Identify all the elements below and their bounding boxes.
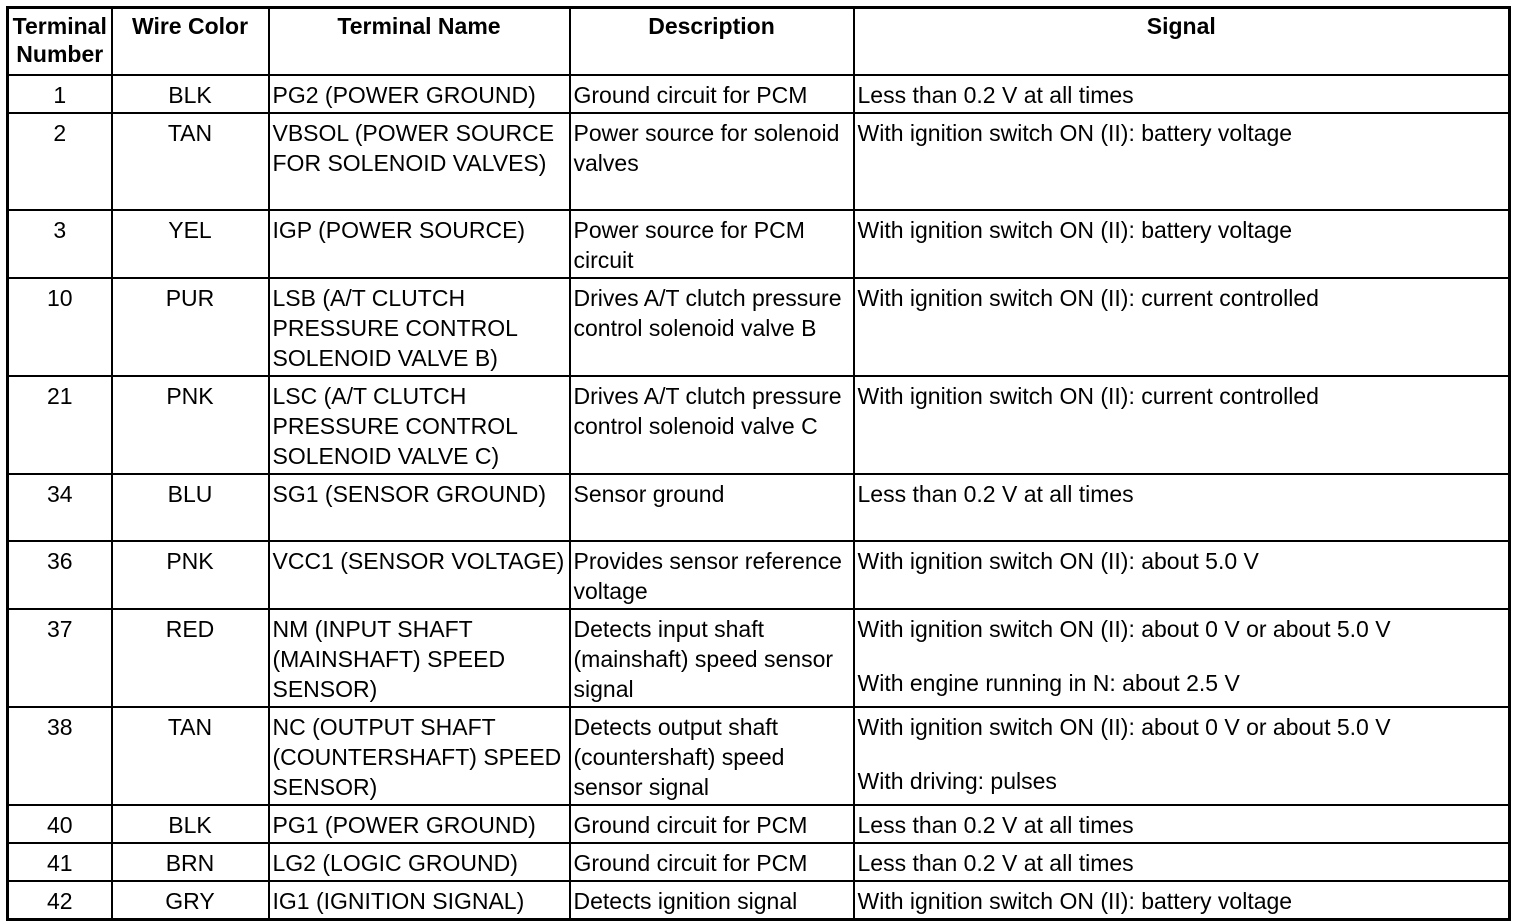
signal-line: With engine running in N: about 2.5 V	[857, 670, 1240, 696]
terminal-name-cell: VBSOL (POWER SOURCE FOR SOLENOID VALVES)	[269, 113, 570, 210]
description-cell: Power source for PCM circuit	[570, 210, 854, 278]
signal-line: With ignition switch ON (II): battery voltage	[857, 888, 1293, 914]
table-row	[8, 210, 1510, 278]
terminal-number-cell: 21	[8, 376, 112, 474]
terminal-name-cell: NM (INPUT SHAFT (MAINSHAFT) SPEED SENSOR)	[269, 609, 570, 707]
wire-color-cell: TAN	[112, 113, 269, 210]
terminal-name-cell: LSB (A/T CLUTCH PRESSURE CONTROL SOLENOID VALVE B)	[269, 278, 570, 376]
terminal-number-cell: 37	[8, 609, 112, 707]
description-cell: Detects output shaft (countershaft) speed sensor signal	[570, 707, 854, 805]
terminal-number-cell: 10	[8, 278, 112, 376]
signal-cell	[854, 843, 1510, 881]
description-cell: Drives A/T clutch pressure control solenoid valve B	[570, 278, 854, 376]
signal-line: With ignition switch ON (II): about 0 V or about 5.0 V	[857, 616, 1391, 642]
table-row	[8, 843, 1510, 881]
signal-cell	[854, 805, 1510, 843]
table-row	[8, 609, 1510, 707]
table-row	[8, 881, 1510, 920]
signal-cell	[854, 376, 1510, 474]
wire-color-cell: PUR	[112, 278, 269, 376]
signal-line: Less than 0.2 V at all times	[857, 812, 1134, 838]
terminal-name-cell: PG2 (POWER GROUND)	[269, 75, 570, 113]
description-cell: Power source for solenoid valves	[570, 113, 854, 210]
signal-line: Less than 0.2 V at all times	[857, 82, 1134, 108]
wire-color-cell: GRY	[112, 881, 269, 920]
description-cell: Detects input shaft (mainshaft) speed sensor signal	[570, 609, 854, 707]
header-wire-color: Wire Color	[112, 8, 269, 76]
signal-cell	[854, 210, 1510, 278]
terminal-name-cell: NC (OUTPUT SHAFT (COUNTERSHAFT) SPEED SENSOR)	[269, 707, 570, 805]
table-body	[8, 75, 1510, 920]
table-row	[8, 278, 1510, 376]
signal-line: With ignition switch ON (II): battery voltage	[857, 120, 1293, 146]
terminal-number-cell: 38	[8, 707, 112, 805]
table-row	[8, 113, 1510, 210]
signal-cell	[854, 474, 1510, 541]
signal-cell	[854, 707, 1510, 805]
signal-cell	[854, 541, 1510, 609]
wire-color-cell: BLK	[112, 75, 269, 113]
table-row	[8, 474, 1510, 541]
terminal-number-cell: 42	[8, 881, 112, 920]
wire-color-cell: BRN	[112, 843, 269, 881]
wire-color-cell: YEL	[112, 210, 269, 278]
wire-color-cell: PNK	[112, 541, 269, 609]
signal-cell	[854, 609, 1510, 707]
terminal-table	[6, 6, 1511, 921]
description-cell: Ground circuit for PCM	[570, 805, 854, 843]
terminal-name-cell: LG2 (LOGIC GROUND)	[269, 843, 570, 881]
terminal-number-cell: 2	[8, 113, 112, 210]
table-row	[8, 75, 1510, 113]
description-cell: Ground circuit for PCM	[570, 843, 854, 881]
terminal-name-cell: VCC1 (SENSOR VOLTAGE)	[269, 541, 570, 609]
table-row	[8, 805, 1510, 843]
terminal-number-cell: 41	[8, 843, 112, 881]
signal-line: With driving: pulses	[857, 768, 1057, 794]
signal-cell	[854, 881, 1510, 920]
header-terminal-number: Terminal Number	[8, 8, 112, 76]
terminal-number-cell: 3	[8, 210, 112, 278]
description-cell: Drives A/T clutch pressure control solenoid valve C	[570, 376, 854, 474]
header-description: Description	[570, 8, 854, 76]
header-row	[8, 8, 1510, 76]
wire-color-cell: RED	[112, 609, 269, 707]
signal-line: With ignition switch ON (II): about 0 V or about 5.0 V	[857, 714, 1391, 740]
signal-cell	[854, 75, 1510, 113]
terminal-number-cell: 34	[8, 474, 112, 541]
signal-line: With ignition switch ON (II): current controlled	[857, 285, 1319, 311]
terminal-name-cell: PG1 (POWER GROUND)	[269, 805, 570, 843]
table-row	[8, 541, 1510, 609]
description-cell: Provides sensor reference voltage	[570, 541, 854, 609]
terminal-number-cell: 40	[8, 805, 112, 843]
description-cell: Detects ignition signal	[570, 881, 854, 920]
description-cell: Ground circuit for PCM	[570, 75, 854, 113]
signal-cell	[854, 113, 1510, 210]
terminal-number-cell: 36	[8, 541, 112, 609]
description-cell: Sensor ground	[570, 474, 854, 541]
signal-cell	[854, 278, 1510, 376]
table-row	[8, 376, 1510, 474]
signal-line: With ignition switch ON (II): about 5.0 V	[857, 548, 1259, 574]
terminal-name-cell: IGP (POWER SOURCE)	[269, 210, 570, 278]
signal-line: With ignition switch ON (II): battery voltage	[857, 217, 1293, 243]
terminal-name-cell: LSC (A/T CLUTCH PRESSURE CONTROL SOLENOID VALVE C)	[269, 376, 570, 474]
wire-color-cell: TAN	[112, 707, 269, 805]
table-row	[8, 707, 1510, 805]
wire-color-cell: PNK	[112, 376, 269, 474]
terminal-name-cell: IG1 (IGNITION SIGNAL)	[269, 881, 570, 920]
header-signal: Signal	[854, 8, 1510, 76]
wire-color-cell: BLU	[112, 474, 269, 541]
terminal-number-cell: 1	[8, 75, 112, 113]
terminal-name-cell: SG1 (SENSOR GROUND)	[269, 474, 570, 541]
wire-color-cell: BLK	[112, 805, 269, 843]
signal-line: Less than 0.2 V at all times	[857, 850, 1134, 876]
signal-line: Less than 0.2 V at all times	[857, 481, 1134, 507]
signal-line: With ignition switch ON (II): current controlled	[857, 383, 1319, 409]
header-terminal-name: Terminal Name	[269, 8, 570, 76]
